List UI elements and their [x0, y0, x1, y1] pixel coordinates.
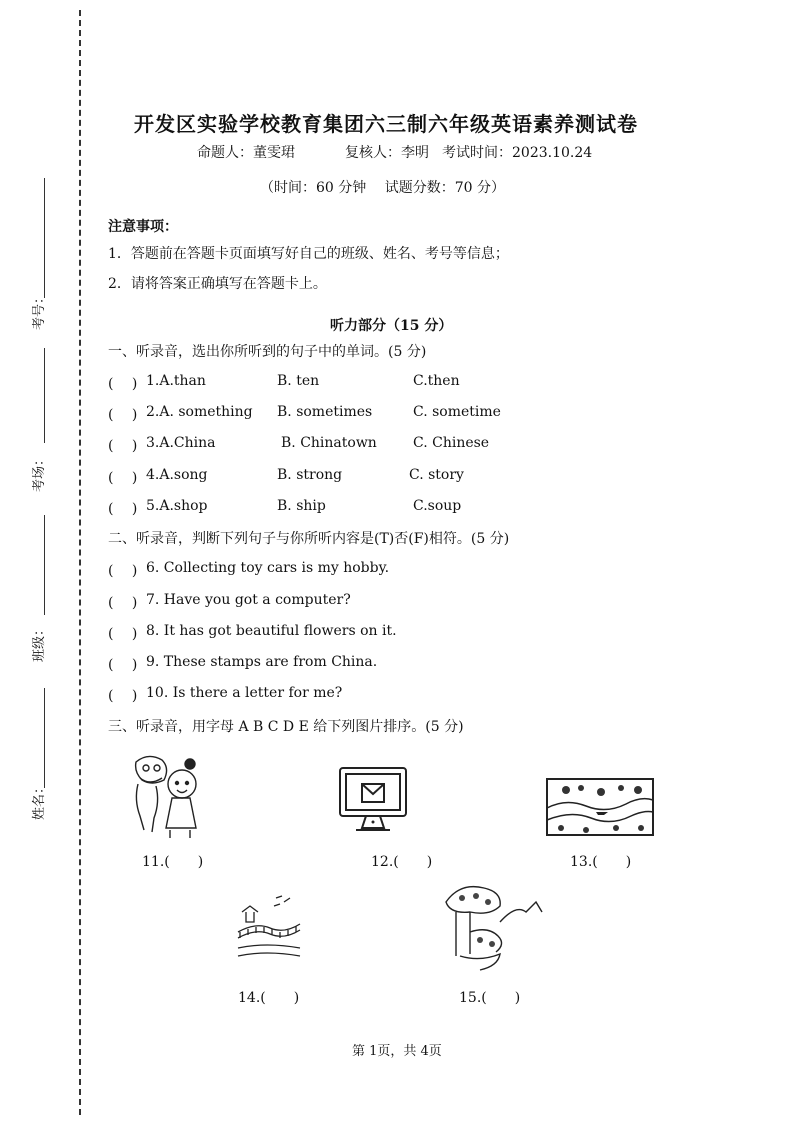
- name-line: [44, 688, 45, 788]
- option-c: C. sometime: [413, 404, 501, 420]
- option-b: B. sometimes: [277, 404, 373, 420]
- name-field: [28, 780, 52, 830]
- exam-no-line: [44, 178, 45, 298]
- answer-blank[interactable]: ( ): [108, 470, 138, 486]
- class-label: 班级：: [32, 622, 47, 662]
- answer-blank[interactable]: ( ): [108, 595, 138, 611]
- part2-heading: 二、听录音，判断下列句子与你所听内容是(T)否(F)相符。(5 分): [108, 531, 510, 547]
- author-label: 命题人：董雯珺: [197, 145, 295, 161]
- exam-no-label: 考号：: [32, 290, 47, 330]
- option-a: 5.A.shop: [146, 498, 208, 514]
- answer-blank[interactable]: ( ): [108, 501, 138, 517]
- exam-date-label: 考试时间：2023.10.24: [442, 145, 593, 161]
- lion-dance-children-picture: [130, 752, 210, 840]
- page-footer: 第 1页，共 4页: [352, 1044, 442, 1059]
- option-b: B. ship: [277, 498, 326, 514]
- picture-caption: 14.( ): [238, 990, 300, 1006]
- part3-heading: 三、听录音，用字母 A B C D E 给下列图片排序。(5 分): [108, 719, 464, 735]
- answer-blank[interactable]: ( ): [108, 563, 138, 579]
- great-wall-picture: [236, 892, 302, 964]
- picture-caption: 15.( ): [459, 990, 521, 1006]
- binding-dashed-line: [79, 10, 81, 1115]
- name-label: 姓名：: [32, 780, 47, 820]
- notice-item: 1．答题前在答题卡页面填写好自己的班级、姓名、考号等信息；: [108, 246, 509, 262]
- answer-blank[interactable]: ( ): [108, 438, 138, 454]
- class-field: [28, 622, 52, 672]
- answer-blank[interactable]: ( ): [108, 688, 138, 704]
- mountain-trees-picture: [440, 882, 544, 972]
- answer-blank[interactable]: ( ): [108, 626, 138, 642]
- option-b: B. Chinatown: [281, 435, 377, 451]
- option-a: 1.A.than: [146, 373, 206, 389]
- computer-email-picture: [338, 766, 408, 836]
- option-a: 2.A. something: [146, 404, 253, 420]
- exam-no-field: [28, 290, 52, 340]
- tf-question: 8. It has got beautiful flowers on it.: [146, 623, 397, 639]
- answer-blank[interactable]: ( ): [108, 376, 138, 392]
- notice-heading: 注意事项：: [108, 219, 178, 235]
- part1-heading: 一、听录音，选出你所听到的句子中的单词。(5 分): [108, 344, 427, 360]
- tf-question: 6. Collecting toy cars is my hobby.: [146, 560, 390, 576]
- exam-title: 开发区实验学校教育集团六三制六年级英语素养测试卷: [134, 112, 638, 136]
- option-c: C.soup: [413, 498, 462, 514]
- answer-blank[interactable]: ( ): [108, 407, 138, 423]
- exam-room-field: [28, 452, 52, 502]
- listening-heading: 听力部分（15 分）: [330, 318, 453, 334]
- tf-question: 9. These stamps are from China.: [146, 654, 378, 670]
- option-b: B. strong: [277, 467, 343, 483]
- option-c: C. Chinese: [413, 435, 490, 451]
- time-score-info: （时间：60 分钟 试题分数：70 分）: [260, 180, 505, 196]
- class-line: [44, 515, 45, 615]
- picture-caption: 12.( ): [371, 854, 433, 870]
- option-c: C. story: [409, 467, 464, 483]
- picture-caption: 13.( ): [570, 854, 632, 870]
- option-b: B. ten: [277, 373, 320, 389]
- river-landscape-picture: [546, 778, 654, 836]
- option-a: 3.A.China: [146, 435, 216, 451]
- option-a: 4.A.song: [146, 467, 208, 483]
- answer-blank[interactable]: ( ): [108, 657, 138, 673]
- tf-question: 10. Is there a letter for me?: [146, 685, 343, 701]
- option-c: C.then: [413, 373, 460, 389]
- reviewer-label: 复核人：李明: [345, 145, 429, 161]
- exam-room-label: 考场：: [32, 452, 47, 492]
- picture-caption: 11.( ): [142, 854, 204, 870]
- exam-room-line: [44, 348, 45, 443]
- notice-item: 2．请将答案正确填写在答题卡上。: [108, 276, 327, 292]
- tf-question: 7. Have you got a computer?: [146, 592, 351, 608]
